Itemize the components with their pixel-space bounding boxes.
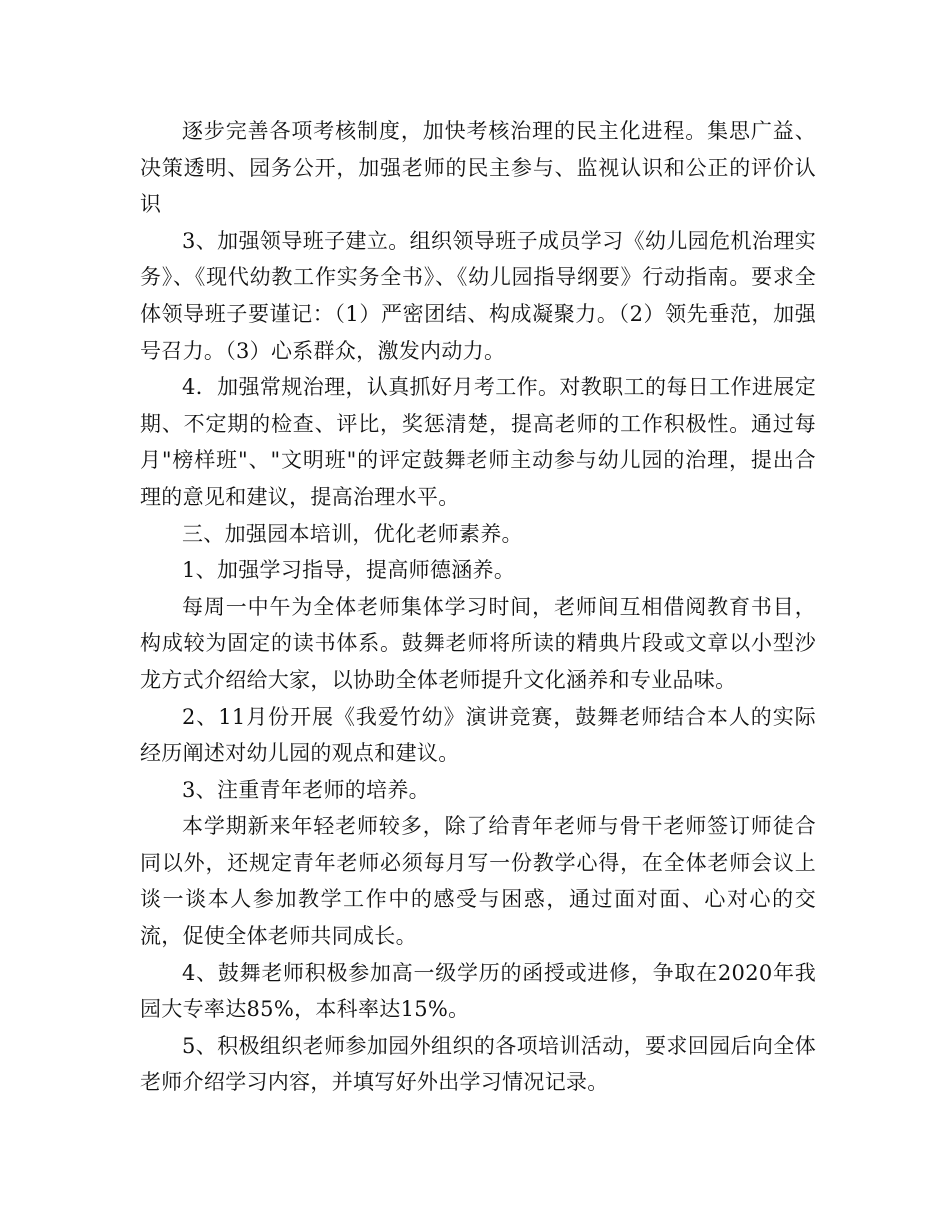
paragraph-leadership-team: 3、加强领导班子建立。组织领导班子成员学习《幼儿园危机治理实务》、《现代幼教工作实务全书》、《幼儿园指导纲要》行动指南。要求全体领导班子要谨记：（1）严密团结、构成凝聚力。（2）领先垂范，加强号召力。（3）心系群众，激发内动力。 xyxy=(140,228,816,363)
subheading-study-guidance: 1、加强学习指导，提高师德涵养。 xyxy=(182,558,516,583)
paragraph-routine-management: 4．加强常规治理，认真抓好月考工作。对教职工的每日工作进展定期、不定期的检查、评比，奖惩清楚，提高老师的工作积极性。通过每月"榜样班"、"文明班"的评定鼓舞老师主动参与幼儿园的治理，提出合理的意见和建议，提高治理水平。 xyxy=(140,375,816,509)
paragraph-speech-contest: 2、11月份开展《我爱竹幼》演讲竞赛，鼓舞老师结合本人的实际经历阐述对幼儿园的观点和建议。 xyxy=(140,704,816,766)
paragraph-weekly-study: 每周一中午为全体老师集体学习时间，老师间互相借阅教育书目，构成较为固定的读书体系。鼓舞老师将所读的精典片段或文章以小型沙龙方式介绍给大家，以协助全体老师提升文化涵养和专业品味。 xyxy=(140,594,816,692)
document-body xyxy=(140,113,816,1101)
paragraph-further-education: 4、鼓舞老师积极参加高一级学历的函授或进修，争取在2020年我园大专率达85%，本科率达15%。 xyxy=(140,960,816,1022)
paragraph-assessment-system: 逐步完善各项考核制度，加快考核治理的民主化进程。集思广益、决策透明、园务公开，加强老师的民主参与、监视认识和公正的评价认识 xyxy=(140,119,816,217)
subheading-young-teachers: 3、注重青年老师的培养。 xyxy=(182,777,430,802)
paragraph-mentorship: 本学期新来年轻老师较多，除了给青年老师与骨干老师签订师徒合同以外，还规定青年老师必须每月写一份教学心得，在全体老师会议上谈一谈本人参加教学工作中的感受与困惑，通过面对面、心对心的交流，促使全体老师共同成长。 xyxy=(140,814,816,949)
paragraph-external-training: 5、积极组织老师参加园外组织的各项培训活动，要求回园后向全体老师介绍学习内容，并填写好外出学习情况记录。 xyxy=(140,1033,816,1095)
section-heading-training: 三、加强园本培训，优化老师素养。 xyxy=(182,521,523,546)
